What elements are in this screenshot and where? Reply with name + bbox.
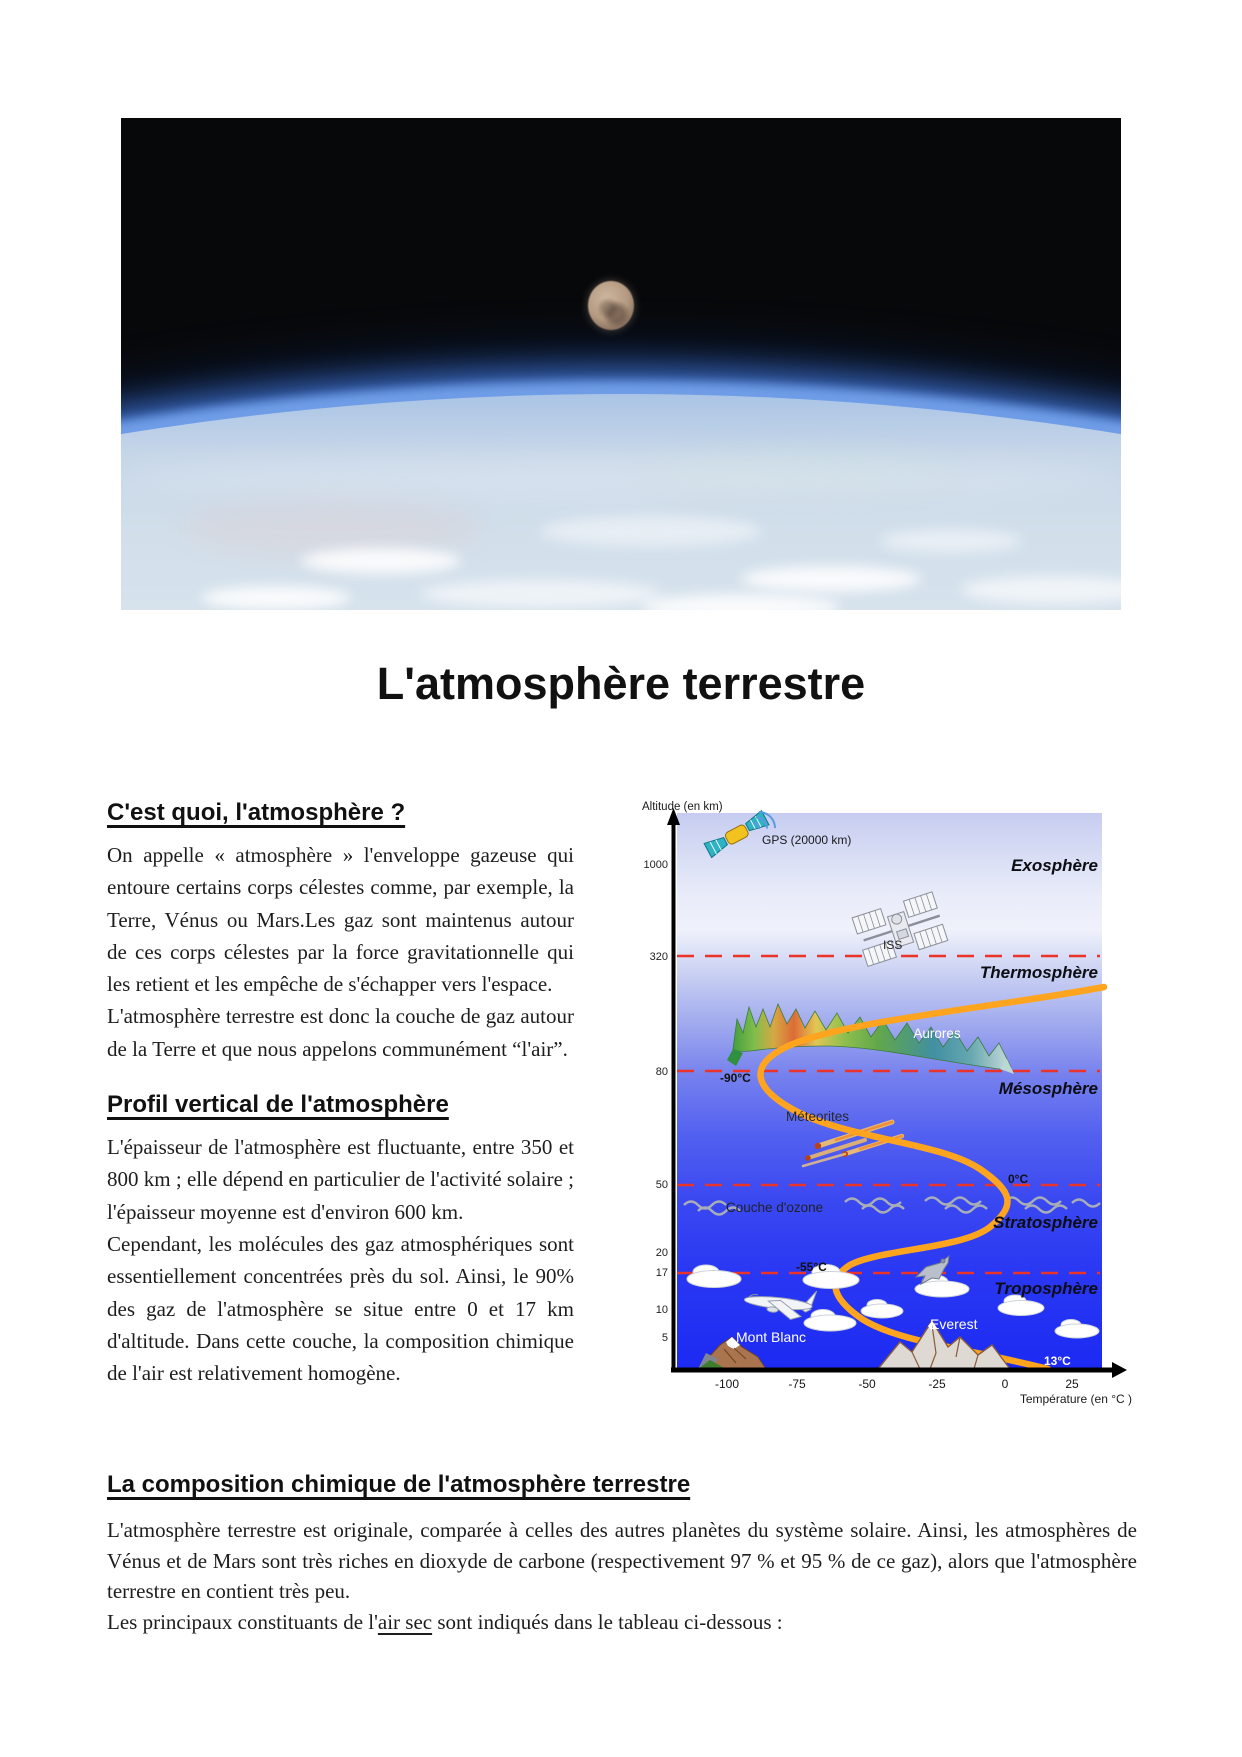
- x-tick--75: -75: [788, 1377, 806, 1391]
- tropopause-temp-label: -55°C: [796, 1260, 827, 1274]
- y-tick-50: 50: [655, 1179, 668, 1191]
- composition-text: [107, 1503, 1137, 1638]
- paragraph: On appelle « atmosphère » l'enveloppe gazeuse qui entoure certains corps célestes comme, par exemple, la Terre, Vénus ou Mars.Les gaz sont maintenus autour de ces corps célestes par la force gravitationnelle qui les retient et les empêche de s'échapper vers l'espace.: [107, 843, 574, 997]
- iss-label: ISS: [883, 938, 903, 952]
- paragraph: L'atmosphère terrestre est originale, comparée à celles des autres planètes du système solaire. Ainsi, les atmosphères de Vénus et de Mars sont très riches en dioxyde de carbone (respectivement 97 % et 95 % de ce gaz), alors que l'atmosphère terrestre en contient très peu.: [107, 1518, 1137, 1604]
- y-tick-1000: 1000: [643, 859, 668, 871]
- layer-thermosphere: Thermosphère: [979, 963, 1098, 982]
- y-tick-5: 5: [661, 1332, 668, 1344]
- y-tick-10: 10: [655, 1304, 668, 1316]
- x-axis-arrow: [1112, 1362, 1127, 1378]
- meteorites-label: Méteorites: [786, 1109, 850, 1124]
- section-heading-what-is-atmosphere: C'est quoi, l'atmosphère ?: [107, 799, 406, 826]
- paragraph: [107, 1607, 1137, 1638]
- x-axis-ticks: [715, 1377, 1079, 1391]
- y-tick-320: 320: [649, 951, 668, 963]
- cloud: [301, 548, 461, 574]
- paragraph-text: Les principaux constituants de l': [107, 1610, 378, 1635]
- paragraph: Cependant, les molécules des gaz atmosphériques sont essentiellement concentrées près du sol. Ainsi, le 90% des gaz de l'atmosphère se situe entre 0 et 17 km d'altitude. Dans cette couche, la composition chimique de l'air est relativement homogène.: [107, 1231, 574, 1386]
- layer-exosphere: Exosphère: [1011, 856, 1098, 875]
- layer-troposphere: Troposphère: [994, 1279, 1098, 1298]
- cloud: [121, 458, 1121, 498]
- aurores-label: Aurores: [913, 1026, 961, 1041]
- section-heading-chemical-composition-wrap: [107, 1471, 1137, 1499]
- air-sec-underlined: air sec: [377, 1610, 433, 1635]
- page-title: L'atmosphère terrestre: [376, 658, 866, 709]
- text-column: [107, 799, 574, 1389]
- x-tick--25: -25: [928, 1377, 946, 1391]
- haze-tint: [181, 498, 481, 558]
- y-tick-20: 20: [655, 1247, 668, 1259]
- x-axis-title: Température (en °C ): [1019, 1392, 1132, 1406]
- cloud: [421, 580, 661, 608]
- layer-mesosphere: Mésosphère: [998, 1079, 1098, 1098]
- y-tick-80: 80: [655, 1066, 668, 1078]
- everest-label: Everest: [930, 1316, 978, 1332]
- gps-label: GPS (20000 km): [762, 833, 852, 847]
- mesopause-temp-label: -90°C: [720, 1071, 751, 1085]
- section-heading-chemical-composition: La composition chimique de l'atmosphère terrestre: [107, 1471, 691, 1498]
- moon: [588, 281, 634, 330]
- x-tick--100: -100: [714, 1377, 740, 1391]
- earth-from-space-photo: [121, 118, 1121, 610]
- ozone-label: Couche d'ozone: [726, 1200, 824, 1215]
- y-tick-17: 17: [655, 1267, 668, 1279]
- x-tick--50: -50: [858, 1377, 876, 1391]
- x-tick-25: 25: [1065, 1377, 1079, 1391]
- paragraph: L'atmosphère terrestre est donc la couche de gaz autour de la Terre et que nous appelons communément “l'air”.: [107, 1004, 574, 1061]
- cloud: [741, 566, 921, 592]
- mont-blanc-label: Mont Blanc: [736, 1329, 807, 1345]
- paragraph-text: sont indiqués dans le tableau ci-dessous :: [432, 1610, 783, 1635]
- paragraph: L'épaisseur de l'atmosphère est fluctuante, entre 350 et 800 km ; elle dépend en particulier de l'activité solaire ; l'épaisseur moyenne est d'environ 600 km.: [107, 1135, 574, 1224]
- atmosphere-diagram: [640, 797, 1140, 1422]
- ground-temp-label: 13°C: [1044, 1354, 1071, 1368]
- atmosphere-diagram-svg: [640, 797, 1140, 1422]
- cloud: [201, 586, 351, 610]
- layer-stratosphere: Stratosphère: [993, 1213, 1098, 1232]
- x-tick-0: 0: [1001, 1377, 1009, 1391]
- cloud: [881, 530, 1021, 552]
- y-axis-title: Altitude (en km): [642, 801, 723, 813]
- y-axis-ticks: [644, 859, 668, 1344]
- stratopause-temp-label: 0°C: [1008, 1172, 1029, 1186]
- section-heading-vertical-profile: Profil vertical de l'atmosphère: [107, 1091, 449, 1119]
- cloud: [541, 516, 761, 546]
